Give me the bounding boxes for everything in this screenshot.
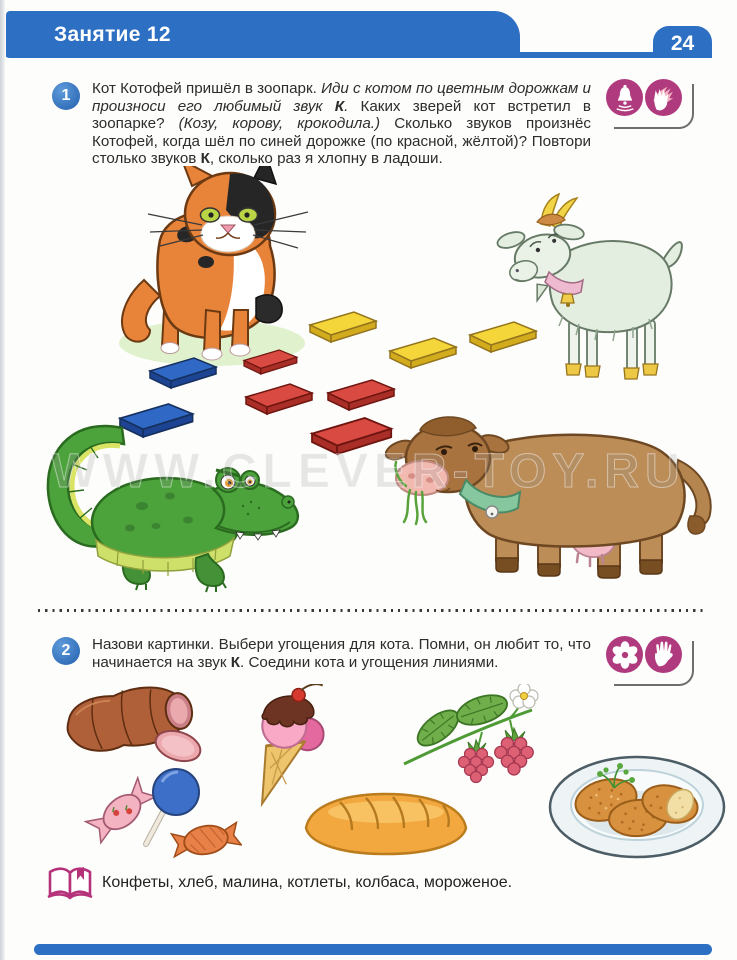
cutlets-plate-illustration	[546, 750, 728, 860]
lesson-title: Занятие 12	[54, 23, 171, 46]
page-number: 24	[670, 32, 695, 55]
crocodile-illustration	[48, 426, 298, 592]
zoo-scene-illustration	[0, 166, 737, 611]
task2-icon-tray	[604, 636, 696, 688]
task1-number-badge: 1	[52, 82, 80, 110]
header-rule	[6, 52, 712, 58]
bread-illustration	[300, 782, 472, 860]
red-tile-path	[244, 350, 394, 454]
task1-instructions: Кот Котофей пришёл в зоопарк. Иди с котом по цветным дорожкам и произноси его любимый звук К. Каких зверей кот встретил в зоопарке? (Козу, корову, крокодила.) Сколько звуков произнёс Котофей, когда шёл по синей дорожке (по красной, жёлтой)? Повтори столько звуков К, сколько раз я хлопну в ладоши.	[92, 80, 591, 168]
yellow-tile-path	[310, 312, 536, 368]
candies-illustration	[84, 766, 242, 862]
lesson-tab	[6, 11, 520, 57]
watermark: WWW.CLEVER-TOY.RU	[51, 445, 686, 498]
dotted-separator	[38, 609, 706, 612]
clapping-hands-icon	[645, 79, 682, 116]
sausage-illustration	[58, 682, 210, 764]
goat-illustration	[496, 194, 682, 379]
footer-bar	[34, 944, 712, 955]
bell-sound-icon	[606, 79, 643, 116]
cow-illustration	[383, 417, 711, 578]
page-number-badge	[653, 26, 712, 58]
open-book-icon	[46, 864, 94, 909]
task2-number-badge: 2	[52, 637, 80, 665]
raspberry-illustration	[398, 684, 540, 790]
blue-tile-path	[120, 358, 216, 437]
task2-instructions: Назови картинки. Выбери угощения для кота. Помни, он любит то, что начинается на звук К. Соедини кота и угощения линиями.	[92, 636, 591, 671]
flower-icon	[606, 636, 643, 673]
open-hand-icon	[645, 636, 682, 673]
task1-icon-tray	[604, 79, 696, 131]
footnote-text: Конфеты, хлеб, малина, котлеты, колбаса, мороженое.	[102, 874, 513, 891]
